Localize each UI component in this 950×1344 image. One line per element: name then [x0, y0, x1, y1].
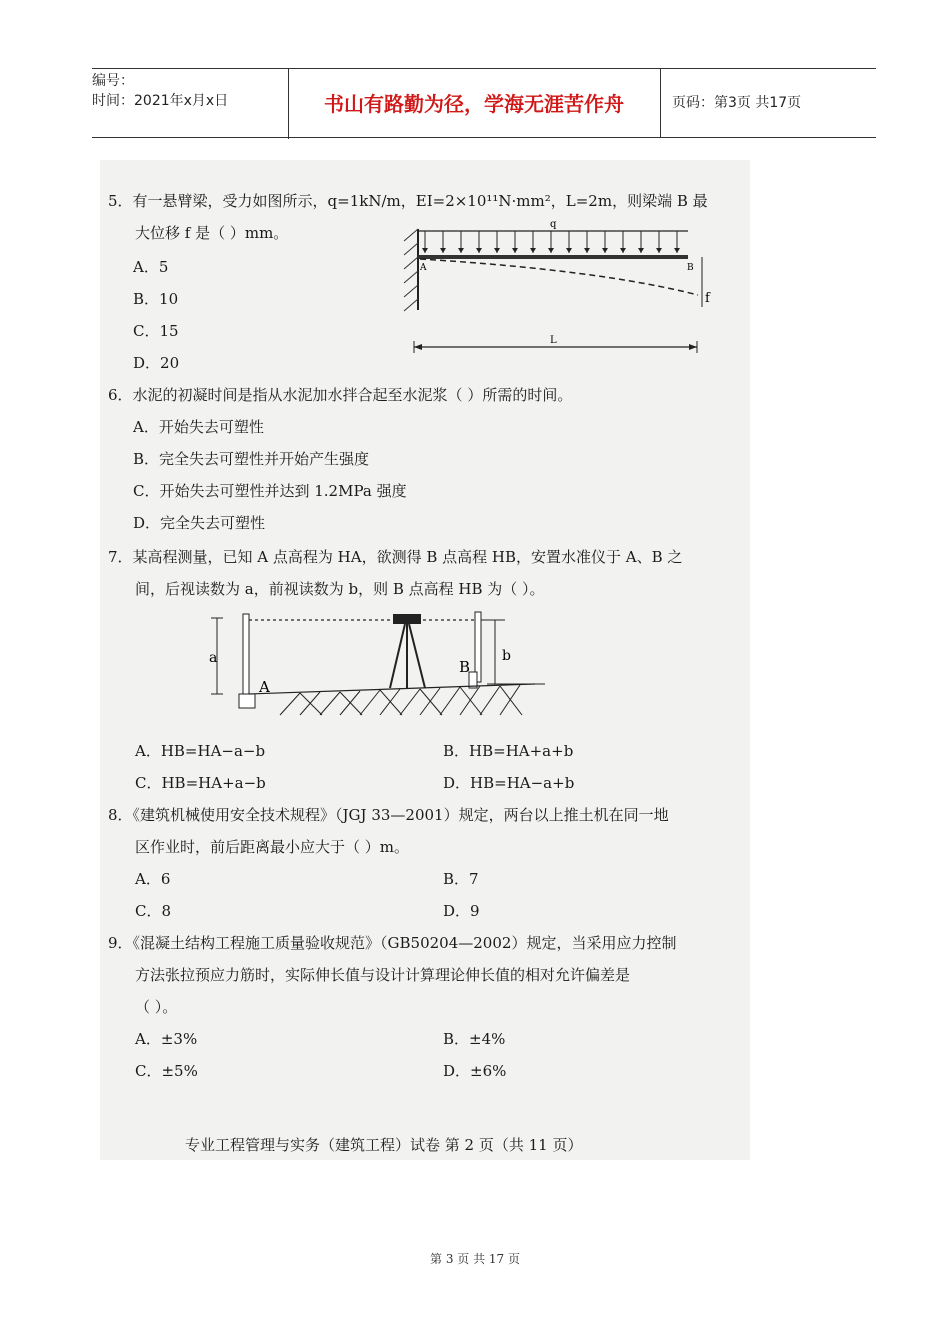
- q8-option-a: A．6: [135, 870, 171, 888]
- q7-option-a: A．HB=HA−a−b: [135, 742, 266, 760]
- q8-option-b: B．7: [443, 870, 479, 888]
- q7-line2: 间，后视读数为 a，前视读数为 b，则 B 点高程 HB 为（ ）。: [135, 580, 545, 598]
- q9-option-c: C．±5%: [135, 1062, 198, 1080]
- level-point-b-label: B: [459, 658, 471, 676]
- q9-line3: （ ）。: [135, 998, 178, 1016]
- q7-option-c: C．HB=HA+a−b: [135, 774, 266, 792]
- beam-f-label: f: [705, 291, 710, 306]
- q6-option-b: B．完全失去可塑性并开始产生强度: [133, 450, 370, 468]
- q6-option-a: A．开始失去可塑性: [133, 418, 264, 436]
- q6-line1: 6．水泥的初凝时间是指从水泥加水拌合起至水泥浆（ ）所需的时间。: [108, 386, 573, 404]
- q5-option-c: C．15: [133, 322, 179, 340]
- q6-option-c: C．开始失去可塑性并达到 1.2MPa 强度: [133, 482, 407, 500]
- q7-line1: 7．某高程测量，已知 A 点高程为 HA，欲测得 B 点高程 HB，安置水准仪于 A、B 之: [108, 548, 683, 566]
- q8-line2: 区作业时，前后距离最小应大于（ ）m。: [135, 838, 409, 856]
- q9-option-d: D．±6%: [443, 1062, 507, 1080]
- document-header: [92, 68, 876, 138]
- q6-option-d: D．完全失去可塑性: [133, 514, 266, 532]
- q8-option-c: C．8: [135, 902, 172, 920]
- number-label: 编号：: [92, 73, 134, 89]
- q9-option-a: A．±3%: [135, 1030, 198, 1048]
- q5-option-a: A．5: [133, 258, 169, 276]
- q9-option-b: B．±4%: [443, 1030, 506, 1048]
- q8-line1: 8．《建筑机械使用安全技术规程》（JGJ 33—2001）规定，两台以上推土机在同一地: [108, 806, 669, 824]
- q5-option-d: D．20: [133, 354, 180, 372]
- beam-l-label: L: [550, 335, 557, 346]
- time-label: 时间：2021年x月x日: [92, 93, 229, 109]
- header-slogan: 书山有路勤为径，学海无涯苦作舟: [288, 69, 661, 137]
- page-footer: 第 3 页 共 17 页: [430, 1252, 520, 1266]
- header-page-label: 页码：第3页 共17页: [672, 95, 802, 111]
- leveling-figure: [205, 610, 545, 720]
- level-b-label: b: [502, 648, 511, 664]
- header-meta: [92, 69, 289, 139]
- beam-q-label: q: [550, 219, 557, 230]
- q9-line2: 方法张拉预应力筋时，实际伸长值与设计计算理论伸长值的相对允许偏差是: [135, 966, 631, 984]
- beam-b-label: B: [687, 263, 694, 273]
- q7-option-d: D．HB=HA−a+b: [443, 774, 575, 792]
- q8-option-d: D．9: [443, 902, 480, 920]
- q5-option-b: B．10: [133, 290, 179, 308]
- beam-a-label: A: [420, 263, 427, 273]
- scan-footer: 专业工程管理与实务（建筑工程）试卷 第 2 页（共 11 页）: [185, 1136, 583, 1154]
- level-a-label: a: [209, 650, 218, 666]
- q5-line1: 5．有一悬臂梁，受力如图所示，q=1kN/m，EI=2×10¹¹N·mm²，L=2m，则梁端 B 最: [108, 192, 708, 210]
- cantilever-beam-figure: [400, 215, 720, 360]
- q9-line1: 9．《混凝土结构工程施工质量验收规范》（GB50204—2002）规定，当采用应力控制: [108, 934, 677, 952]
- q5-line2: 大位移 f 是（ ）mm。: [135, 224, 289, 242]
- q7-option-b: B．HB=HA+a+b: [443, 742, 574, 760]
- level-point-a-label: A: [259, 678, 270, 696]
